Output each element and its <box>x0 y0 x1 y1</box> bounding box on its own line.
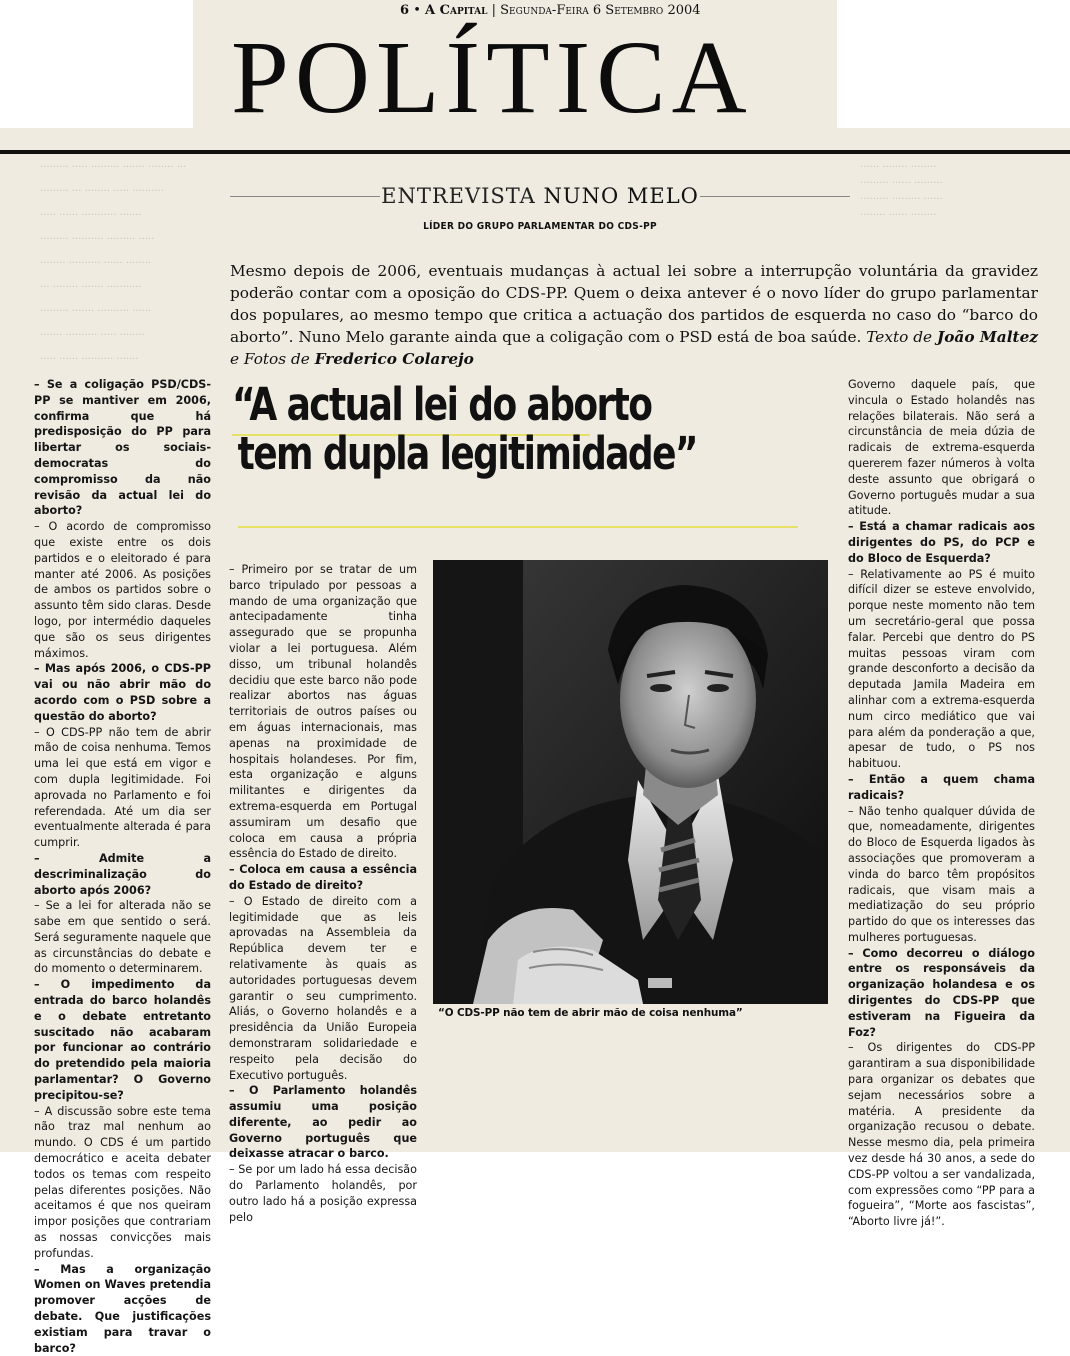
interview-question: – Está a chamar radicais aos dirigentes do PS, do PCP e do Bloco de Esquerda? <box>848 520 1035 565</box>
section-title: POLÍTICA <box>231 20 753 135</box>
issue-date: Segunda-Feira 6 Setembro 2004 <box>500 3 701 18</box>
portrait-illustration <box>433 560 828 1004</box>
interview-answer: – Relativamente ao PS é muito difícil dizer se esteve envolvido, porque neste momento não tem um secretário-geral que possa falar. Percebi que dentro do PS muitas pessoas viram com grande desconforto a decisão da deputada Jamila Madeira em alinhar com a extrema-esquerda num circo mediático que vai para além da ponderação a que, apesar de tudo, o PS nos habituou. <box>848 567 1035 771</box>
kicker-label: ENTREVISTA <box>381 184 536 208</box>
page-number: 6 <box>400 3 410 18</box>
headline-line-2: tem dupla legitimidade” <box>237 427 697 480</box>
section-rule <box>0 150 1070 154</box>
interview-question: – Admite a descriminalização do aborto após 2006? <box>34 851 211 897</box>
interview-kicker <box>230 184 850 208</box>
credit-middle: e Fotos de <box>230 350 310 368</box>
interviewee-photo <box>433 560 828 1004</box>
interview-answer: – Se a lei for alterada não se sabe em que sentido o será. Será seguramente naquele que as circunstâncias do debate e do momento o determinarem. <box>34 899 211 976</box>
author-name: João Maltez <box>936 328 1039 346</box>
lead-paragraph <box>230 260 1038 370</box>
interview-question: – Se a coligação PSD/CDS-PP se mantiver em 2006, confirma que há predisposição do PP para libertar os sociais-democratas do compromisso da não revisão da actual lei do aborto? <box>34 378 211 518</box>
page-masthead: 6 • A Capital | Segunda-Feira 6 Setembro 2004 <box>400 3 701 18</box>
interview-answer: – O acordo de compromisso que existe entre os dois partidos e o eleitorado é para manter até 2006. As posições de ambos os partidos sobre o assunto têm sido claras. Desde logo, por intermédio daqueles que são os seus dirigentes máximos. <box>34 520 211 660</box>
article-column-1 <box>34 377 211 1356</box>
interview-question: – O impedimento da entrada do barco holandês e o debate entretanto suscitado não acabaram por funcionar ao contrário do pretendido pela maioria parlamentar? O Governo precipitou-se? <box>34 978 211 1102</box>
article-column-3 <box>848 377 1035 1230</box>
interview-question: – Mas após 2006, o CDS-PP vai ou não abrir mão do acordo com o PSD sobre a questão do aborto? <box>34 662 211 723</box>
interview-answer: – A discussão sobre este tema não traz mal nenhum ao mundo. O CDS é um partido democrático e aceita debater todos os temas com respeito pelas diferentes posições. Não aceitamos é que nos queiram impor posições que contrariam as nossas convicções mais profundas. <box>34 1104 211 1260</box>
interview-answer: – O Estado de direito com a legitimidade que as leis aprovadas na Assembleia da República devem ter e relativamente às quais as autoridades portuguesas devem garantir o seu cumprimento. Aliás, o Governo holandês e a presidência da União Europeia demonstraram solidariedade e respeito pela decisão do Executivo português. <box>229 894 417 1082</box>
credit-prefix: Texto de <box>866 328 933 346</box>
interview-answer: – Não tenho qualquer dúvida de que, nomeadamente, dirigentes do Bloco de Esquerda ligados às associações que promoveram a vinda do barco têm propósitos radicais, que visam mais a mediatização do seu próprio partido do que os interesses das mulheres portuguesas. <box>848 804 1035 944</box>
interview-answer: Governo daquele país, que vincula o Estado holandês nas relações bilaterais. Não será a circunstância de meia dúzia de radicais de extrema-esquerda quererem fazer números à volta deste assunto que obrigará o Governo português mudar a sua atitude. <box>848 378 1035 518</box>
interview-answer: – Os dirigentes do CDS-PP garantiram a sua disponibilidade para organizar os debates que sejam necessários sobre a matéria. A presidente da organização recusou o debate. Nesse mesmo dia, pela primeira vez desde há 30 anos, a sede do CDS-PP voltou a ser vandalizada, com expressões como “PP para a fogueira”, “Morte aos fascistas”, “Aborto livre já!”. <box>848 1041 1035 1229</box>
interview-answer: – Se por um lado há essa decisão do Parlamento holandês, por outro lado há a posição expressa pelo <box>229 1163 417 1224</box>
interview-answer: – O CDS-PP não tem de abrir mão de coisa nenhuma. Temos uma lei que está em vigor e com dupla legitimidade. Foi aprovada no Parlamento e foi referendada. Até um dia ser eventualmente alterada é para cumprir. <box>34 725 211 850</box>
newspaper-name: A Capital <box>425 3 488 18</box>
interview-answer: – Primeiro por se tratar de um barco tripulado por pessoas a mando de uma organização que antecipadamente tinha assegurado que se propunha violar a lei portuguesa. Além disso, um tribunal holandês decidiu que este barco não pode realizar abortos nas águas territoriais de outros países ou em águas internacionais, mas apenas na proximidade de hospitais holandeses. Por fim, esta organização e alguns militantes e dirigentes da extrema-esquerda em Portugal assumiram um desafio que coloca em causa a própria essência do Estado de direito. <box>229 563 417 861</box>
newspaper-page: 6 • A Capital | Segunda-Feira 6 Setembro 2004 POLÍTICA ··· ········ ······· ········· ····· ········· ·········· ····· ········ ··· ········· ······· ··········· ······ ····· ····· ········· ·········· ········· ········ ······ ·········· ········ ··········· ······· ········ ··· ······ ·········· ······· ········· ········ ····· ·········· ······· ······· ·········· ······ ····· ········ ········ ······ ········· ······ ········· ······ ········· ········· ········ ······ ········ ENTREVISTA NUNO MELO LÍDER DO GRUPO PARLAMENTAR DO CDS-PP Mesmo depois de 2006, eventuais mudanças à actual lei sobre a interrupção voluntária da gravidez poderão contar com a oposição do CDS-PP. Quem o deixa antever é o novo líder do grupo parlamentar dos populares, ao mesmo tempo que critica a actuação dos partidos de esquerda no caso do “barco do aborto”. Nuno Melo garante ainda que a coligação com o PSD está de boa saúde. Texto de João Maltez e Fotos de Frederico Colarejo “A actual lei do aborto tem dupla legitimidade” – Se a coligação PSD/CDS-PP se mantiver em 2006, confirma que há predisposição do PP para libertar os sociais-democratas do compromisso da não revisão da actual lei do aborto? – O acordo de compromisso que existe entre os dois partidos e o eleitorado é para manter até 2006. As posições de ambos os partidos sobre o assunto têm sido claras. Desde logo, por intermédio daqueles que são os seus dirigentes máximos. – Mas após 2006, o CDS-PP vai ou não abrir mão do acordo com o PSD sobre a questão do aborto? – O CDS-PP não tem de abrir mão de coisa nenhuma. Temos uma lei que está em vigor e com dupla legitimidade. Foi aprovada no Parlamento e foi referendada. Até um dia ser eventualmente alterada é para cumprir. – Admite a descriminalização do aborto após 2006? – Se a lei for alterada não se sabe em que sentido o será. Será seguramente naquele que as circunstâncias do debate e do momento o determinarem. – O impedimento da entrada do barco holandês e o debate entretanto suscitado não acabaram por funcionar ao contrário do pretendido pela maioria parlamentar? O Governo precipitou-se? – A discussão sobre este tema não traz mal nenhum ao mundo. O CDS é um partido democrático e aceita debater todos os temas com respeito pelas diferentes posições. Não aceitamos é que nos queiram impor posições que contrariam as nossas convicções mais profundas. – Mas a organização Women on Waves pretendia promover acções de debate. Que justificações existiam para travar o barco? – Primeiro por se tratar de um barco tripulado por pessoas a mando de uma organização que antecipadamente tinha assegurado que se propunha violar a lei portuguesa. Além disso, um tribunal holandês decidiu que este barco não pode realizar abortos nas águas territoriais de outros países ou em águas internacionais, mas apenas na proximidade de hospitais holandeses. Por fim, esta organização e alguns militantes e dirigentes da extrema-esquerda em Portugal assumiram um desafio que coloca em causa a própria essência do Estado de direito. – Coloca em causa a essência do Estado de direito? – O Estado de direito com a legitimidade que as leis aprovadas na Assembleia da República devem ter e relativamente às quais as autoridades portuguesas devem garantir o seu cumprimento. Aliás, o Governo holandês e a presidência da União Europeia demonstraram solidariedade e respeito pela decisão do Executivo português. – O Parlamento holandês assumiu uma posição diferente, ao pedir ao Governo português que deixasse atracar o barco. – Se por um lado há essa decisão do Parlamento holandês, por outro lado há a posição expressa pelo Governo daquele país, que vincula o Estado holandês nas relações bilaterais. Não será a circunstância de meia dúzia de radicais de extrema-esquerda quererem fazer números à volta deste assunto que obrigará o Governo português mudar a sua atitude. – Está a chamar radicais aos dirigentes do PS, do PCP e do Bloco de Esquerda? – Relativamente ao PS é muito difícil dizer se esteve envolvido, porque neste momento não tem um secretário-geral que possa falar. Percebi que dentro do PS muitas pessoas viram com grande desconforto a decisão da deputada Jamila Madeira em alinhar com a extrema-esquerda num circo mediático que vai para além da ponderação a que, apesar de tudo, o PS nos habituou. – Então a quem chama radicais? – Não tenho qualquer dúvida de que, nomeadamente, dirigentes do Bloco de Esquerda ligados às associações que promoveram a vinda do barco têm propósitos radicais, que visam mais a mediatização do seu próprio partido do que os interesses das mulheres portuguesas. – Como decorreu o diálogo entre os responsáveis da organização holandesa e os dirigentes do CDS-PP que estiveram na Figueira da Foz? – Os dirigentes do CDS-PP garantiram a sua disponibilidade para organizar os debates que sejam necessários sobre a matéria. A presidente da organização recusou o debate. Nesse mesmo dia, pela primeira vez desde há 30 anos, a sede do CDS-PP voltou a ser vandalizada, com expressões como “PP para a fogueira”, “Morte aos fascistas”, “Aborto livre já!”. “O CDS-PP não tem de abrir mão de coisa nenhuma” <box>0 0 1070 1152</box>
photographer-name: Frederico Colarejo <box>314 350 474 368</box>
interviewee-role: LÍDER DO GRUPO PARLAMENTAR DO CDS-PP <box>423 221 657 232</box>
interview-question: – Mas a organização Women on Waves pretendia promover acções de debate. Que justificações existiam para travar o barco? <box>34 1262 211 1355</box>
headline <box>232 380 728 478</box>
interviewee-name: NUNO MELO <box>543 184 699 208</box>
interview-question: – Coloca em causa a essência do Estado de direito? <box>229 863 417 892</box>
interview-question: – Então a quem chama radicais? <box>848 772 1035 802</box>
interview-question: – Como decorreu o diálogo entre os responsáveis da organização holandesa e os dirigentes do CDS-PP que estiveram na Figueira da Foz? <box>848 946 1035 1039</box>
article-column-2 <box>229 562 417 1225</box>
highlighter-mark-2 <box>238 526 798 528</box>
lead-text: Mesmo depois de 2006, eventuais mudanças à actual lei sobre a interrupção voluntária da gravidez poderão contar com a oposição do CDS-PP. Quem o deixa antever é o novo líder do grupo parlamentar dos populares, ao mesmo tempo que critica a actuação dos partidos de esquerda no caso do “barco do aborto”. Nuno Melo garante ainda que a coligação com o PSD está de boa saúde. <box>230 262 1038 346</box>
headline-line-1: “A actual lei do aborto <box>232 378 652 431</box>
interview-question: – O Parlamento holandês assumiu uma posição diferente, ao pedir ao Governo português que deixasse atracar o barco. <box>229 1084 417 1161</box>
photo-caption: “O CDS-PP não tem de abrir mão de coisa nenhuma” <box>438 1007 743 1019</box>
